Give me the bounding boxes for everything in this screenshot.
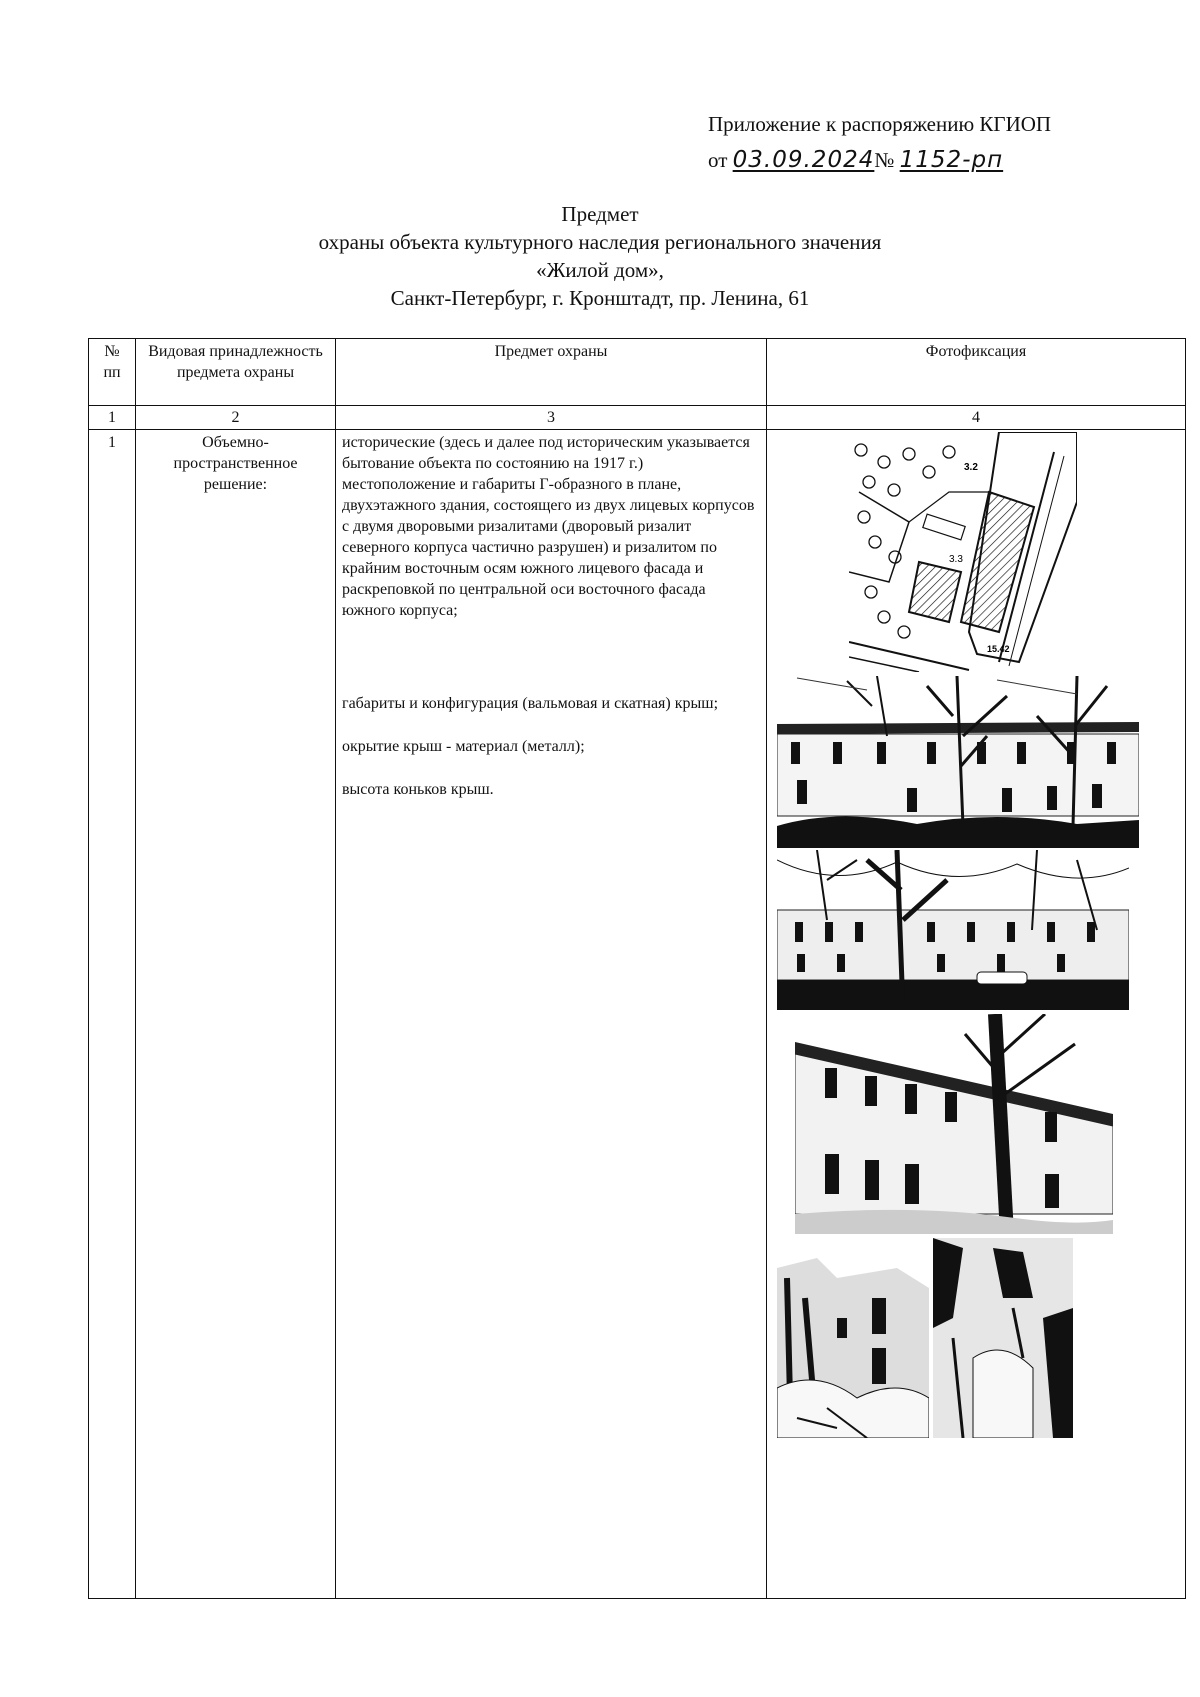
index-cell: 3 — [336, 406, 767, 430]
subject-item: окрытие крыш - материал (металл); — [342, 738, 585, 755]
title-line-4: Санкт-Петербург, г. Кронштадт, пр. Ленина, 61 — [390, 286, 810, 310]
map-label: 3.3 — [949, 554, 963, 565]
header-type: Видовая принадлежность предмета охраны — [136, 339, 336, 406]
index-cell: 1 — [89, 406, 136, 430]
row-type: Объемно-пространственное решение: — [136, 430, 336, 1599]
photo-column — [767, 430, 1173, 1594]
row-photos — [767, 430, 1186, 1599]
title-line-1: Предмет — [561, 202, 639, 226]
index-cell: 4 — [767, 406, 1186, 430]
table-row — [89, 430, 1186, 1599]
order-number: 1152-рп — [899, 147, 1004, 173]
row-subject — [336, 430, 767, 1599]
appendix-caption: Приложение к распоряжению КГИОП — [708, 112, 1052, 136]
map-label: 15.42 — [987, 644, 1010, 654]
site-plan-map — [849, 432, 1077, 672]
index-cell: 2 — [136, 406, 336, 430]
order-reference — [708, 146, 1050, 174]
detail-photo-2 — [933, 1238, 1073, 1438]
title-line-2: охраны объекта культурного наследия регионального значения — [318, 230, 882, 254]
subject-item: исторические (здесь и далее под историческим указывается бытование объекта по состоянию на 1917 г.) местоположение и габариты Г-образного в плане, двухэтажного здания, состоящего из двух лицевых корпусов с двумя дворовыми ризалитами (дворовый ризалит северного корпуса частично разрушен) и ризалитом по крайним восточным осям южного лицевого фасада и раскреповкой по центральной оси восточного фасада южного корпуса; — [342, 434, 755, 619]
subject-item: высота коньков крыш. — [342, 781, 494, 798]
facade-photo-3 — [795, 1014, 1113, 1234]
table-header-row — [89, 339, 1186, 406]
map-label: 3.2 — [964, 462, 978, 473]
detail-photo-1 — [777, 1238, 929, 1438]
protection-table — [88, 338, 1186, 1599]
order-prefix: от — [708, 148, 728, 172]
subject-item: габариты и конфигурация (вальмовая и скатная) крыш; — [342, 695, 719, 712]
table-index-row — [89, 406, 1186, 430]
header-subject: Предмет охраны — [336, 339, 767, 406]
order-number-sign: № — [874, 148, 895, 172]
row-number: 1 — [89, 430, 136, 1599]
order-date: 03.09.2024 — [732, 147, 875, 173]
title-line-3: «Жилой дом», — [536, 258, 664, 282]
facade-photo-2 — [777, 850, 1129, 1010]
document-title — [240, 200, 960, 312]
header-number: № пп — [89, 339, 136, 406]
facade-photo-1 — [777, 676, 1139, 848]
header-photo: Фотофиксация — [767, 339, 1186, 406]
